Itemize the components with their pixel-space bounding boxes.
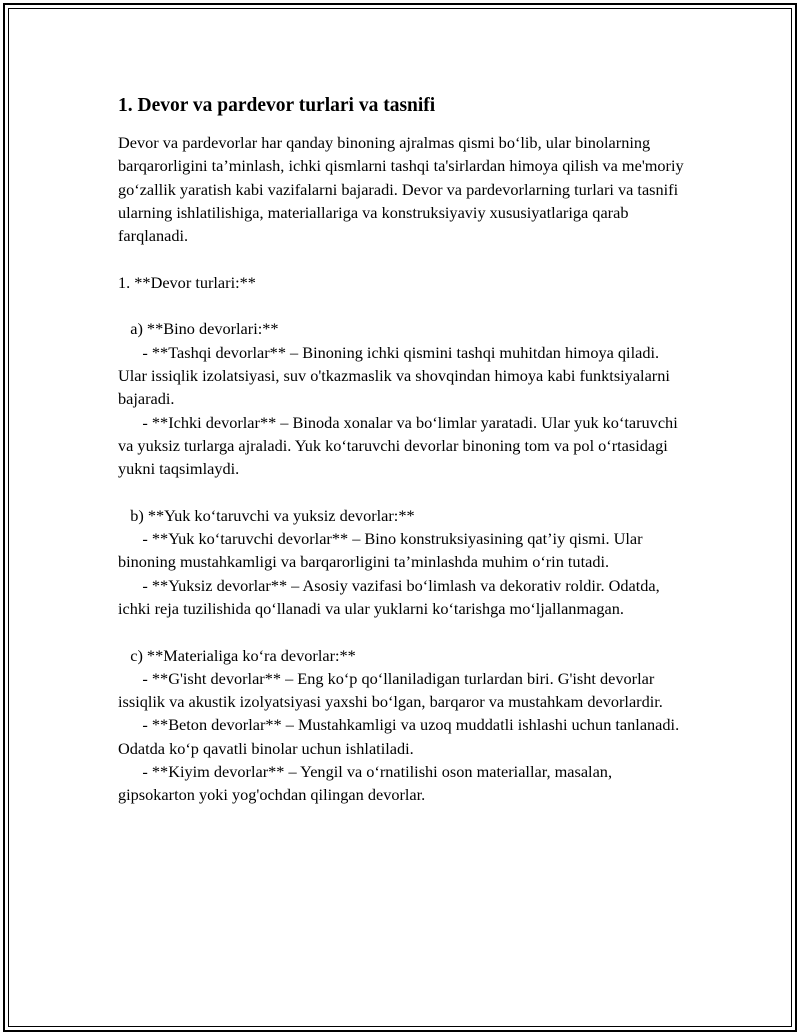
- list-item-kiyim: - **Kiyim devorlar** – Yengil va o‘rnatilishi oson materiallar, masalan, gipsokarton yoki yog'ochdan qilingan devorlar.: [118, 762, 617, 805]
- intro-paragraph: Devor va pardevorlar har qanday binoning ajralmas qismi bo‘lib, ular binolarning barqarorligini ta’minlash, ichki qismlarni tashqi ta'sirlardan himoya qilish va me'moriy go‘zallik yaratish kabi vazifalarni bajaradi. Devor va pardevorlarning turlari va tasnifi ularning ishlatilishiga, materiallariga va konstruksiyaviy xususiyatlariga qarab farqlanadi.: [118, 133, 688, 246]
- paragraph-gap: [118, 247, 688, 270]
- list-item-beton: - **Beton devorlar** – Mustahkamligi va uzoq muddatli ishlashi uchun tanlanadi. Odatda ko‘p qavatli binolar uchun ishlatiladi.: [118, 715, 684, 758]
- subsection-title-c: c) **Materialiga ko‘ra devorlar:**: [118, 645, 356, 665]
- list-item-yuksiz: - **Yuksiz devorlar** – Asosiy vazifasi bo‘limlash va dekorativ roldir. Odatda, ichki reja tuzilishida qo‘llanadi va ular yuklarni ko‘tarishga mo‘ljallanmagan.: [118, 575, 664, 618]
- paragraph-gap: [118, 620, 688, 643]
- subsection-title-b: b) **Yuk ko‘taruvchi va yuksiz devorlar:**: [118, 505, 415, 525]
- list-item-ichki-devorlar: - **Ichki devorlar** – Binoda xonalar va bo‘limlar yaratadi. Ular yuk ko‘taruvchi va yuksiz turlarga ajraladi. Yuk ko‘taruvchi devorlar binoning tom va pol o‘rtasidagi yukni taqsimlaydi.: [118, 412, 682, 479]
- subsection-title-a: a) **Bino devorlari:**: [118, 319, 279, 339]
- list-item-yuk-kotaruvchi: - **Yuk ko‘taruvchi devorlar** – Bino konstruksiyasining qat’iy qismi. Ular binoning mustahkamligi va barqarorligini ta’minlashda muhim o‘rin tutadi.: [118, 529, 647, 572]
- paragraph-gap: [118, 294, 688, 317]
- section-title-devor-turlari: 1. **Devor turlari:**: [118, 272, 256, 292]
- list-item-tashqi-devorlar: - **Tashqi devorlar** – Binoning ichki qismini tashqi muhitdan himoya qiladi. Ular issiqlik izolatsiyasi, suv o'tkazmaslik va shovqindan himoya kabi funktsiyalarni bajaradi.: [118, 342, 674, 409]
- page-title: 1. Devor va pardevor turlari va tasnifi: [118, 95, 436, 116]
- document-body: [118, 93, 688, 807]
- list-item-gisht: - **G'isht devorlar** – Eng ko‘p qo‘llaniladigan turlardan biri. G'isht devorlar issiqlik va akustik izolyatsiyasi yaxshi bo‘lgan, barqaror va mustahkam devorlardir.: [118, 668, 663, 712]
- paragraph-gap: [118, 480, 688, 503]
